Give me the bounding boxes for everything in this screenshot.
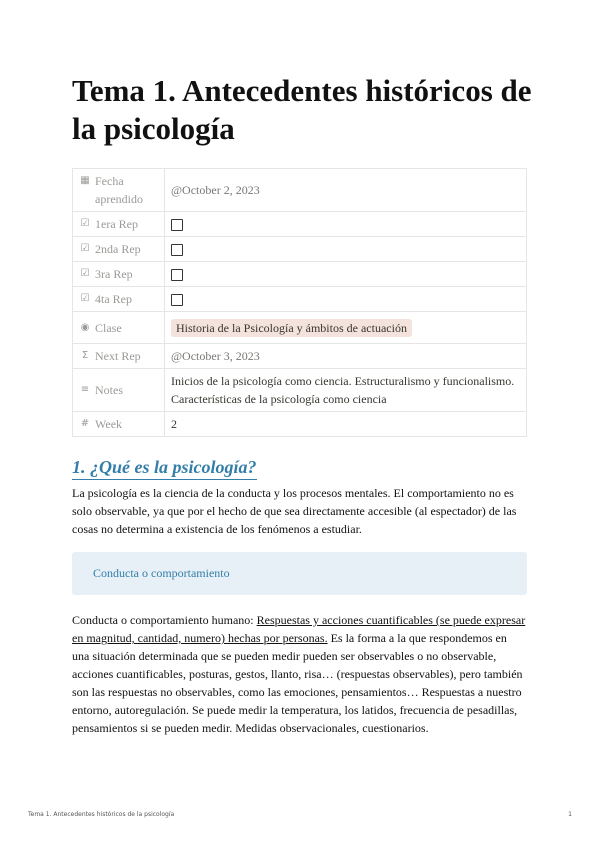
conduct-rest: Es la forma a la que respondemos en una situación determinada que se pueden medir pueden ser observables o no observable, acciones cuantificables, posturas, gestos, llanto, risa… (respuestas observables), pero también son las respuestas no observables, como las emociones, pensamientos… Respuestas a nuestro entorno, autoregulación. Se puede medir la temperatura, los latidos, frecuencia de pesadillas, pensamientos si se pueden medir. Medidas observacionales, cuestionarios. (72, 631, 523, 735)
conduct-lead: Conducta o comportamiento humano: (72, 613, 257, 627)
section-heading: 1. ¿Qué es la psicología? (72, 455, 257, 480)
property-name: Notes (95, 383, 123, 397)
checkbox-icon: ☑ (80, 243, 90, 254)
date-value: @October 2, 2023 (171, 183, 260, 197)
property-name: 1era Rep (95, 217, 138, 231)
property-row (73, 237, 527, 262)
property-name-cell (73, 287, 165, 312)
property-name: Next Rep (95, 349, 141, 363)
checkbox-icon: ☑ (80, 218, 90, 229)
checkbox[interactable] (171, 244, 183, 256)
checkbox-icon: ☑ (80, 293, 90, 304)
property-row (73, 212, 527, 237)
checkbox[interactable] (171, 269, 183, 281)
property-name-cell (73, 212, 165, 237)
checkbox-icon: ☑ (80, 268, 90, 279)
property-value-cell (165, 212, 527, 237)
property-value-cell[interactable] (165, 169, 527, 212)
property-value-cell[interactable] (165, 312, 527, 344)
property-row (73, 344, 527, 369)
property-value-cell[interactable] (165, 369, 527, 412)
property-row (73, 369, 527, 412)
property-name: Clase (95, 320, 122, 335)
class-tag[interactable]: Historia de la Psicología y ámbitos de actuación (171, 319, 412, 337)
number-icon: # (80, 418, 90, 429)
property-name: Week (95, 417, 123, 431)
property-row (73, 412, 527, 437)
property-name-cell (73, 412, 165, 437)
date-value: @October 3, 2023 (171, 349, 260, 363)
conduct-definition: Respuestas y acciones cuantificables (se puede expresar en magnitud, cantidad, numero) hechas por personas. (72, 613, 526, 645)
property-name-cell (73, 344, 165, 369)
checkbox[interactable] (171, 219, 183, 231)
property-name: 3ra Rep (95, 267, 133, 281)
property-value-cell (165, 237, 527, 262)
property-name-cell (73, 169, 165, 212)
text-icon: ≡ (80, 384, 90, 395)
formula-icon: Σ (81, 350, 89, 361)
property-row (73, 169, 527, 212)
property-name: Fecha aprendido (95, 174, 143, 206)
property-name: 2nda Rep (95, 242, 141, 256)
page-footer (28, 811, 572, 818)
property-row (73, 287, 527, 312)
property-value-cell[interactable] (165, 344, 527, 369)
property-row (73, 262, 527, 287)
property-value-cell[interactable] (165, 412, 527, 437)
property-value-cell (165, 262, 527, 287)
property-row (73, 312, 527, 344)
property-value: 2 (171, 417, 177, 431)
page-title: Tema 1. Antecedentes históricos de la psicología (72, 73, 532, 146)
conduct-paragraph (72, 611, 527, 737)
property-name: 4ta Rep (95, 292, 132, 306)
footer-title: Tema 1. Antecedentes históricos de la psicología (28, 811, 175, 818)
property-name-cell (73, 237, 165, 262)
select-icon: ◉ (80, 321, 90, 333)
property-value: Inicios de la psicología como ciencia. Estructuralismo y funcionalismo. Características de la psicología como ciencia (171, 374, 515, 406)
property-name-cell (73, 369, 165, 412)
callout-block (72, 552, 527, 595)
page-number: 1 (568, 811, 572, 818)
properties-table (72, 168, 527, 437)
property-name-cell (73, 262, 165, 287)
calendar-icon: ▦ (80, 175, 90, 186)
property-name-cell (73, 312, 165, 344)
property-value-cell (165, 287, 527, 312)
callout-text: Conducta o comportamiento (93, 566, 230, 580)
intro-paragraph: La psicología es la ciencia de la conducta y los procesos mentales. El comportamiento no es solo observable, ya que por el hecho de que sea directamente accesible (al espectador) de las cosas no determina a existencia de los fenómenos a estudiar. (72, 486, 517, 536)
checkbox[interactable] (171, 294, 183, 306)
